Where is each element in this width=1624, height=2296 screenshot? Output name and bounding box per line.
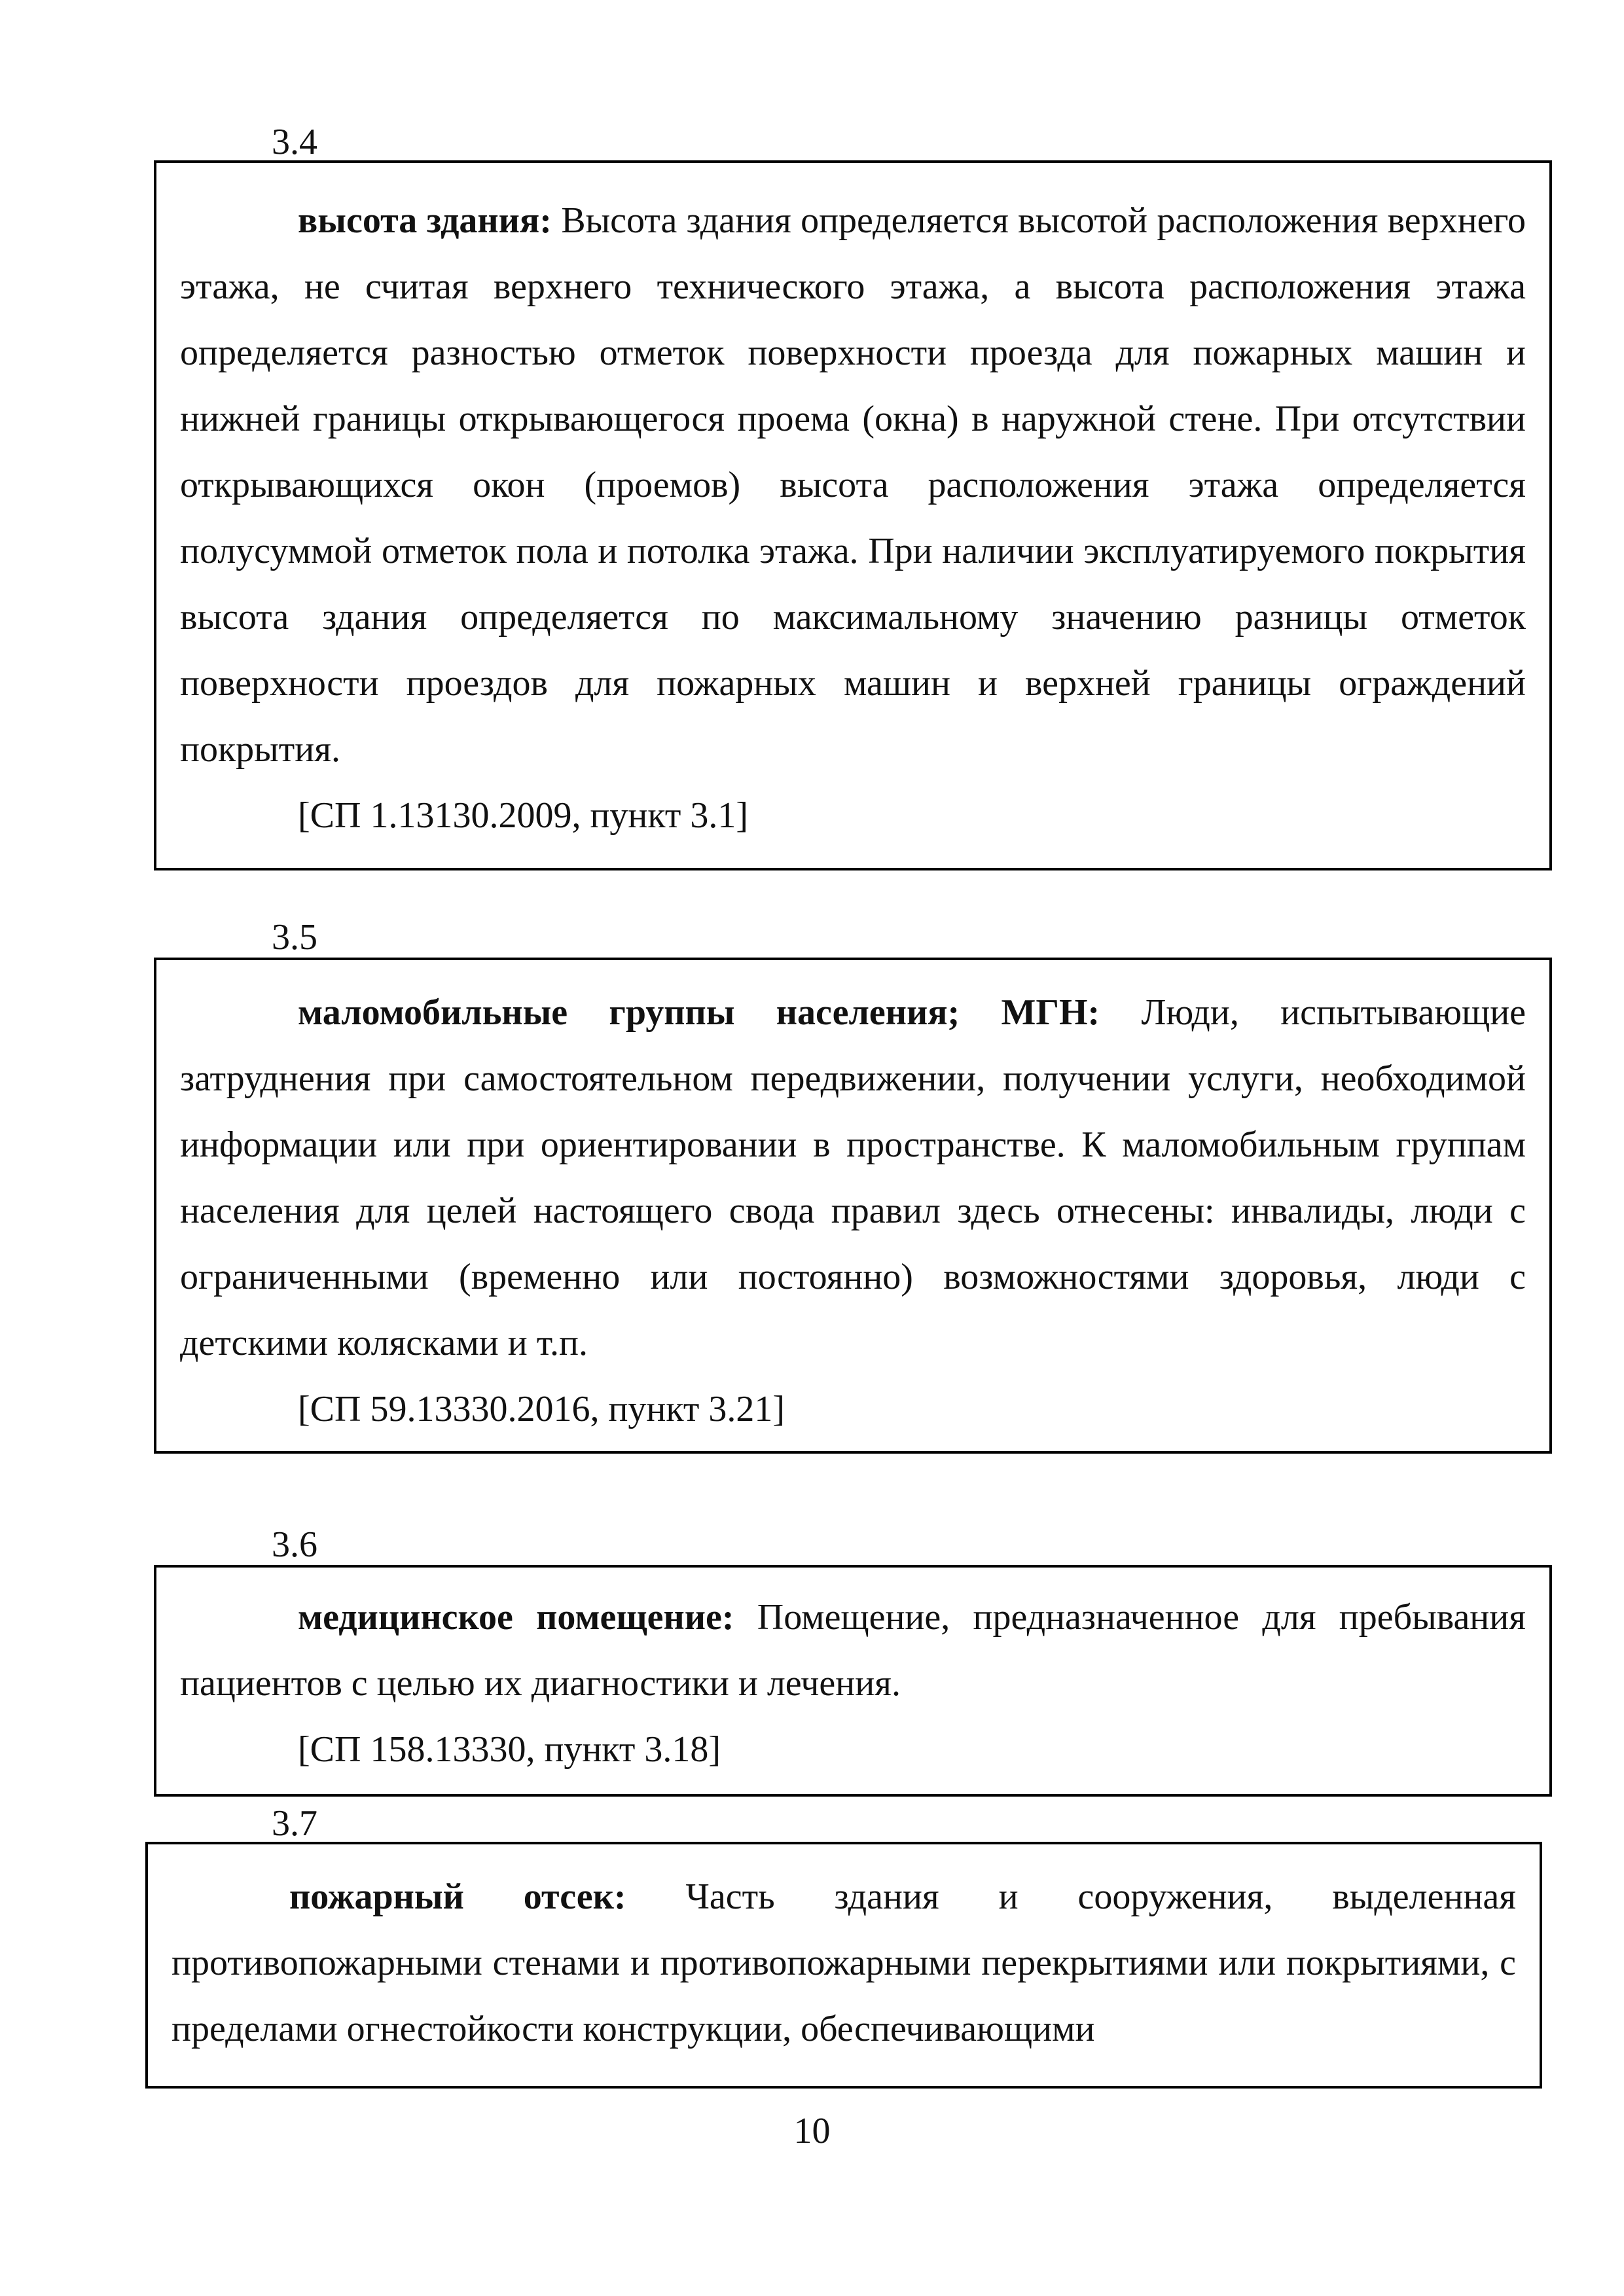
term-definition-text: Высота здания определяется высотой расположения верхнего этажа, не считая верхнего технического этажа, а высота расположения этажа определяется разностью отметок поверхности проезда для пожарных машин и нижней границы открывающегося проема (окна) в наружной стене. При отсутствии открывающихся окон (проемов) высота расположения этажа определяется полусуммой отметок пола и потолка этажа. При наличии эксплуатируемого покрытия высота здания определяется по максимальному значению разницы отметок поверхности проездов для пожарных машин и верхней границы ограждений покрытия. [180,200,1526,770]
term-name: высота здания: [298,200,552,241]
term-name: маломобильные группы населения; МГН: [298,992,1100,1033]
term-box-mgn [154,958,1552,1454]
term-number: 3.5 [272,917,317,958]
term-name: медицинское помещение: [298,1597,734,1638]
term-number: 3.7 [272,1803,317,1844]
term-definition [180,1585,1526,1717]
term-box-building-height [154,160,1552,870]
term-definition-text: Люди, испытывающие затруднения при самостоятельном передвижении, получении услуги, необходимой информации или при ориентировании в пространстве. К маломобильным группам населения для целей настоящего свода правил здесь отнесены: инвалиды, люди с ограниченными (временно или постоянно) возможностями здоровья, люди с детскими колясками и т.п. [180,992,1526,1363]
term-name: пожарный отсек: [289,1876,626,1917]
term-definition [171,1864,1516,2062]
term-reference: [СП 59.13330.2016, пункт 3.21] [298,1389,785,1429]
term-number: 3.4 [272,122,317,162]
term-box-fire-compartment [145,1842,1542,2089]
term-reference: [СП 158.13330, пункт 3.18] [298,1729,721,1770]
term-definition [180,188,1526,783]
term-number: 3.6 [272,1524,317,1565]
term-box-medical-room [154,1565,1552,1797]
term-definition-text: Часть здания и сооружения, выделенная противопожарными стенами и противопожарными перекрытиями или покрытиями, с пределами огнестойкости конструкции, обеспечивающими [171,1876,1517,2049]
term-definition [180,980,1526,1376]
term-definition-text: Помещение, предназначенное для пребывания пациентов с целью их диагностики и лечения. [180,1597,1526,1704]
term-reference: [СП 1.13130.2009, пункт 3.1] [298,795,748,836]
page-number: 10 [793,2111,831,2151]
